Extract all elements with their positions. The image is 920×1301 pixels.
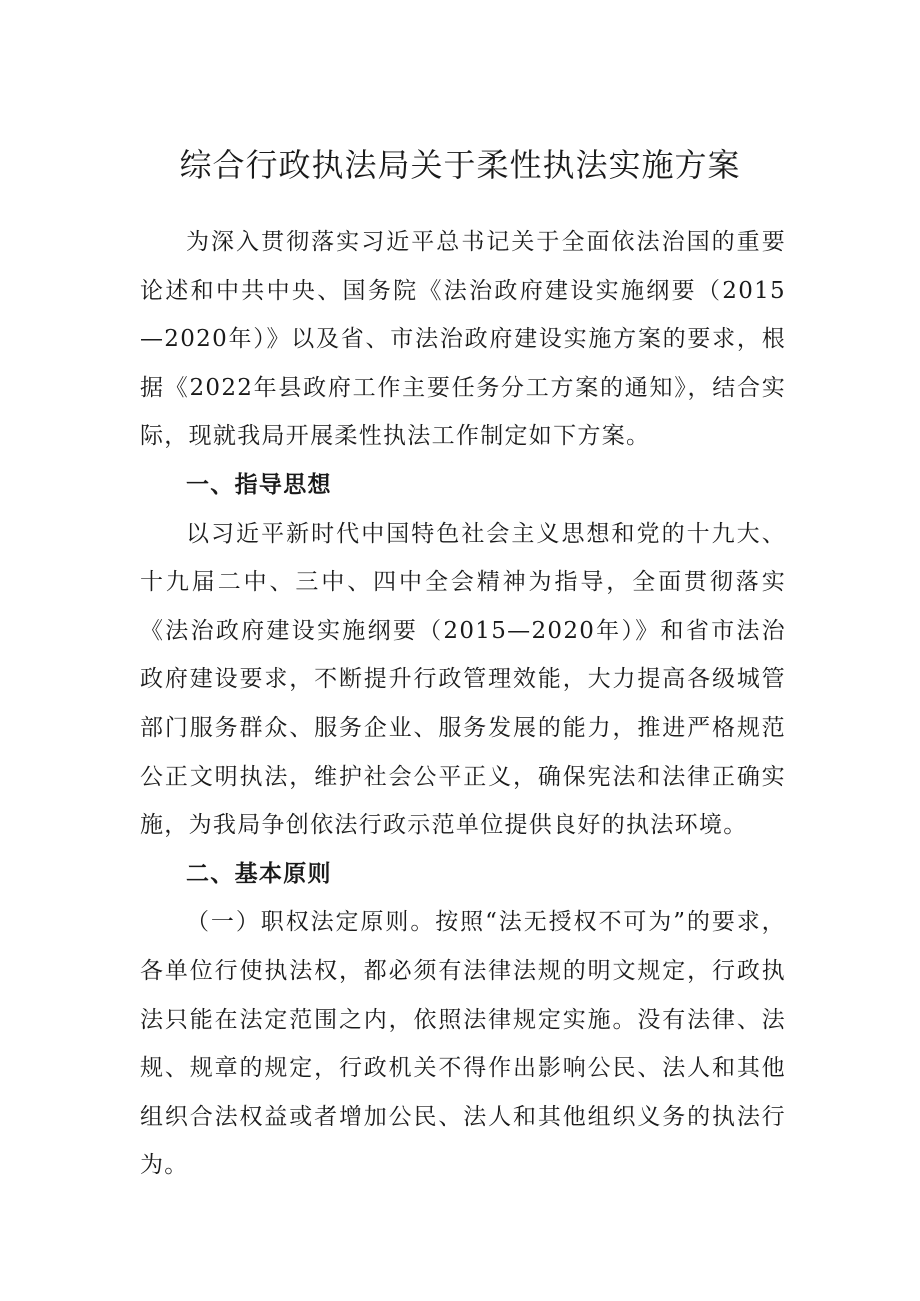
section-heading-basic-principles: 二、基本原则 [186,860,332,887]
intro-paragraph: 为深入贯彻落实习近平总书记关于全面依法治国的重要论述和中共中央、国务院《法治政府建设实施纲要（2015—2020年）》以及省、市法治政府建设实施方案的要求，根据《2022年县政府工作主要任务分工方案的通知》，结合实际，现就我局开展柔性执法工作制定如下方案。 [140,229,786,450]
guiding-ideology-paragraph: 以习近平新时代中国特色社会主义思想和党的十九大、十九届二中、三中、四中全会精神为指导，全面贯彻落实《法治政府建设实施纲要（2015—2020年）》和省市法治政府建设要求，不断提升行政管理效能，大力提高各级城管部门服务群众、服务企业、服务发展的能力，推进严格规范公正文明执法，维护社会公平正义，确保宪法和法律正确实施，为我局争创依法行政示范单位提供良好的执法环境。 [140,520,786,839]
basic-principles-paragraph: （一）职权法定原则。按照“法无授权不可为”的要求，各单位行使执法权，都必须有法律法规的明文规定，行政执法只能在法定范围之内，依照法律规定实施。没有法律、法规、规章的规定，行政机关不得作出影响公民、法人和其他组织合法权益或者增加公民、法人和其他组织义务的执法行为。 [140,909,786,1179]
document-title: 综合行政执法局关于柔性执法实施方案 [179,146,741,184]
document-body [140,218,786,1190]
section-heading-guiding-ideology: 一、指导思想 [186,471,332,498]
